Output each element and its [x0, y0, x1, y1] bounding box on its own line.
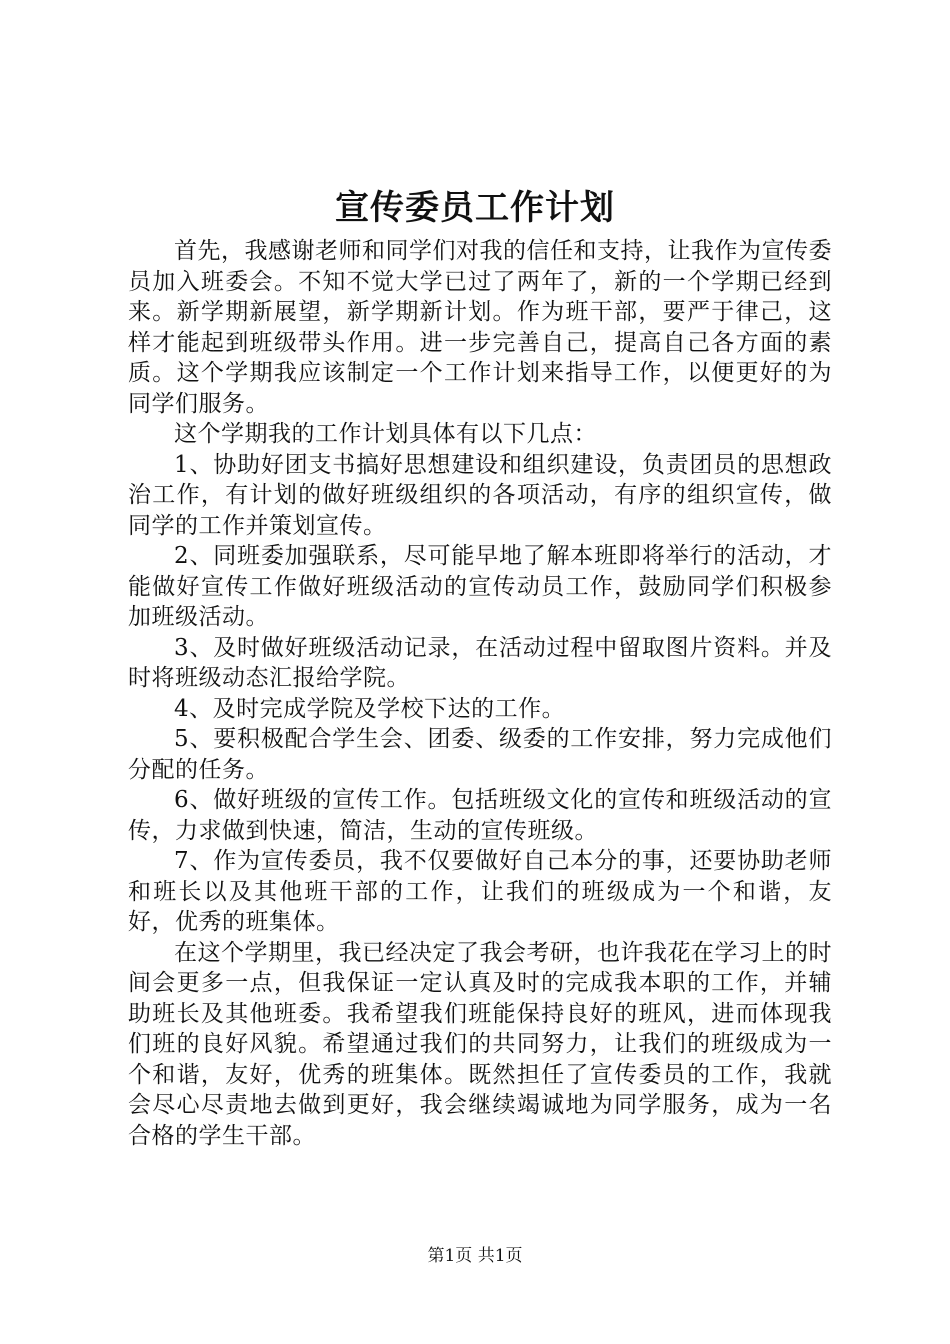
paragraph-item-3: 3、及时做好班级活动记录，在活动过程中留取图片资料。并及时将班级动态汇报给学院。: [128, 634, 832, 691]
document-body: [128, 236, 832, 1151]
paragraph-intro: 首先，我感谢老师和同学们对我的信任和支持，让我作为宣传委员加入班委会。不知不觉大学已过了两年了，新的一个学期已经到来。新学期新展望，新学期新计划。作为班干部，要严于律己，这样才能起到班级带头作用。进一步完善自己，提高自己各方面的素质。这个学期我应该制定一个工作计划来指导工作，以便更好的为同学们服务。: [128, 238, 832, 417]
paragraph-item-1: 1、协助好团支书搞好思想建设和组织建设，负责团员的思想政治工作，有计划的做好班级组织的各项活动，有序的组织宣传，做同学的工作并策划宣传。: [128, 451, 832, 539]
paragraph-item-7: 7、作为宣传委员，我不仅要做好自己本分的事，还要协助老师和班长以及其他班干部的工作，让我们的班级成为一个和谐，友好，优秀的班集体。: [128, 848, 832, 935]
page-number-footer: 第1页 共1页: [427, 1246, 523, 1266]
paragraph-item-5: 5、要积极配合学生会、团委、级委的工作安排，努力完成他们分配的任务。: [128, 726, 832, 783]
document-title: 宣传委员工作计划: [335, 188, 615, 228]
paragraph-item-4: 4、及时完成学院及学校下达的工作。: [174, 695, 566, 722]
paragraph-item-2: 2、同班委加强联系，尽可能早地了解本班即将举行的活动，才能做好宣传工作做好班级活动的宣传动员工作，鼓励同学们积极参加班级活动。: [128, 543, 832, 630]
paragraph-plan-lead: 这个学期我的工作计划具体有以下几点：: [174, 421, 597, 447]
paragraph-conclusion: 在这个学期里，我已经决定了我会考研，也许我花在学习上的时间会更多一点，但我保证一定认真及时的完成我本职的工作，并辅助班长及其他班委。我希望我们班能保持良好的班风，进而体现我们班的良好风貌。希望通过我们的共同努力，让我们的班级成为一个和谐，友好，优秀的班集体。既然担任了宣传委员的工作，我就会尽心尽责地去做到更好，我会继续竭诚地为同学服务，成为一名合格的学生干部。: [128, 939, 832, 1149]
paragraph-item-6: 6、做好班级的宣传工作。包括班级文化的宣传和班级活动的宣传，力求做到快速，简洁，生动的宣传班级。: [128, 787, 832, 844]
